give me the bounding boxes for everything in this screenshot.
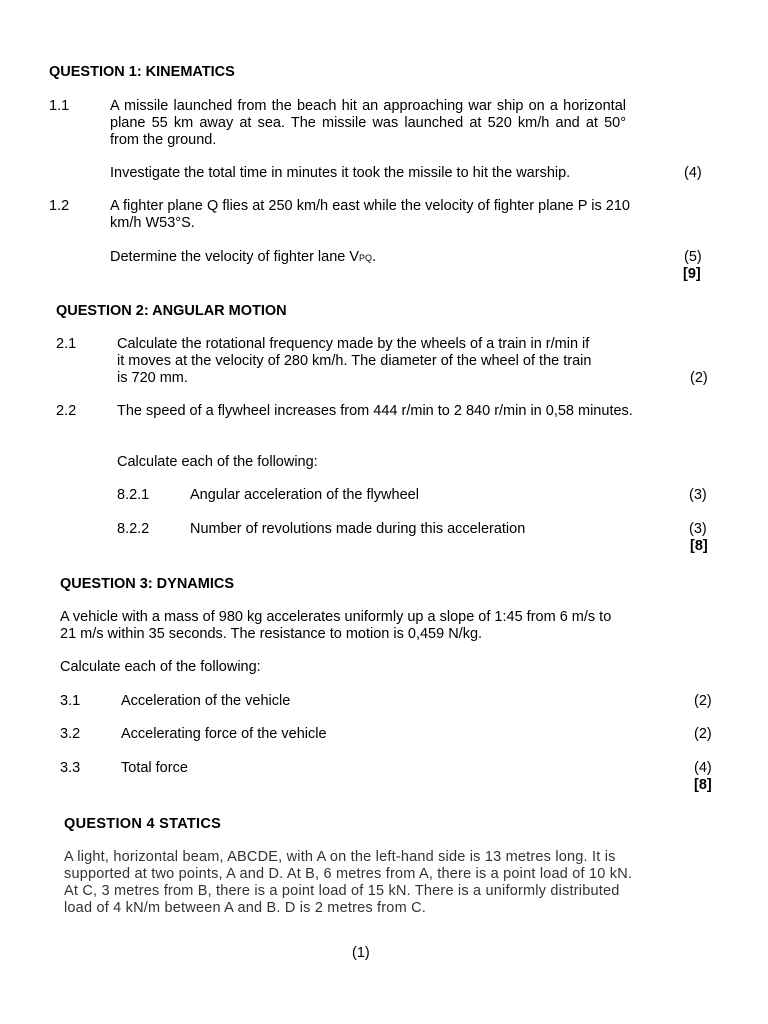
question-number: 2.2: [56, 403, 77, 419]
question-number: 1.1: [49, 98, 70, 114]
question-total: [8]: [694, 777, 712, 793]
question-marks: (2): [694, 693, 712, 709]
question-text-line: A vehicle with a mass of 980 kg accelerates uniformly up a slope of 1:45 from 6 m/s to: [60, 609, 612, 625]
question-instruction: Investigate the total time in minutes it took the missile to hit the warship.: [110, 165, 571, 181]
page-number: (1): [352, 945, 370, 961]
question-total: [9]: [683, 266, 701, 282]
question-text-line: A light, horizontal beam, ABCDE, with A on the left-hand side is 13 metres long. It is: [64, 849, 616, 865]
subquestion-number: 8.2.1: [117, 487, 150, 503]
question-marks: (5): [684, 249, 702, 265]
instruction-text: Determine the velocity of fighter lane V: [110, 249, 360, 265]
question-2-title: QUESTION 2: ANGULAR MOTION: [56, 303, 287, 319]
instruction-end: .: [372, 249, 377, 265]
question-text-line: supported at two points, A and D. At B, 6 metres from A, there is a point load of 10 kN.: [64, 866, 633, 882]
question-marks: (4): [684, 165, 702, 181]
question-3-title: QUESTION 3: DYNAMICS: [60, 576, 235, 592]
question-text-line: is 720 mm.: [117, 370, 188, 386]
question-number: 3.3: [60, 760, 81, 776]
question-number: 3.2: [60, 726, 81, 742]
question-marks: (3): [689, 487, 707, 503]
question-text-line: Calculate the rotational frequency made by the wheels of a train in r/min if: [117, 336, 590, 352]
question-text: A missile launched from the beach hit an approaching war ship on a horizontal plane 55 km away at sea. The missile was launched at 520 km/h and at 50° from the ground.: [110, 98, 626, 148]
question-text-line: it moves at the velocity of 280 km/h. The diameter of the wheel of the train: [117, 353, 592, 369]
subscript-pq: PQ: [359, 253, 373, 263]
question-marks: (2): [690, 370, 708, 386]
subquestion-number: 8.2.2: [117, 521, 150, 537]
question-item-text: Accelerating force of the vehicle: [121, 726, 327, 742]
question-number: 3.1: [60, 693, 81, 709]
question-text: The speed of a flywheel increases from 444 r/min to 2 840 r/min in 0,58 minutes.: [117, 403, 633, 419]
question-1-title: QUESTION 1: KINEMATICS: [49, 64, 235, 80]
question-instruction: [110, 249, 376, 265]
question-item-text: Total force: [121, 760, 188, 776]
question-4-title: QUESTION 4 STATICS: [64, 816, 222, 832]
question-marks: (4): [694, 760, 712, 776]
question-total: [8]: [690, 538, 708, 554]
question-item-text: Acceleration of the vehicle: [121, 693, 291, 709]
question-number: 1.2: [49, 198, 70, 214]
subquestion-text: Angular acceleration of the flywheel: [190, 487, 419, 503]
question-marks: (3): [689, 521, 707, 537]
subquestion-text: Number of revolutions made during this acceleration: [190, 521, 526, 537]
question-number: 2.1: [56, 336, 77, 352]
question-text-line: At C, 3 metres from B, there is a point load of 15 kN. There is a uniformly distributed: [64, 883, 620, 899]
question-text-line: 21 m/s within 35 seconds. The resistance to motion is 0,459 N/kg.: [60, 626, 483, 642]
question-instruction: Calculate each of the following:: [117, 454, 318, 470]
question-text-line: load of 4 kN/m between A and B. D is 2 metres from C.: [64, 900, 426, 916]
question-instruction: Calculate each of the following:: [60, 659, 261, 675]
question-text: A fighter plane Q flies at 250 km/h east while the velocity of fighter plane P is 210 km/h W53°S.: [110, 198, 630, 231]
question-marks: (2): [694, 726, 712, 742]
